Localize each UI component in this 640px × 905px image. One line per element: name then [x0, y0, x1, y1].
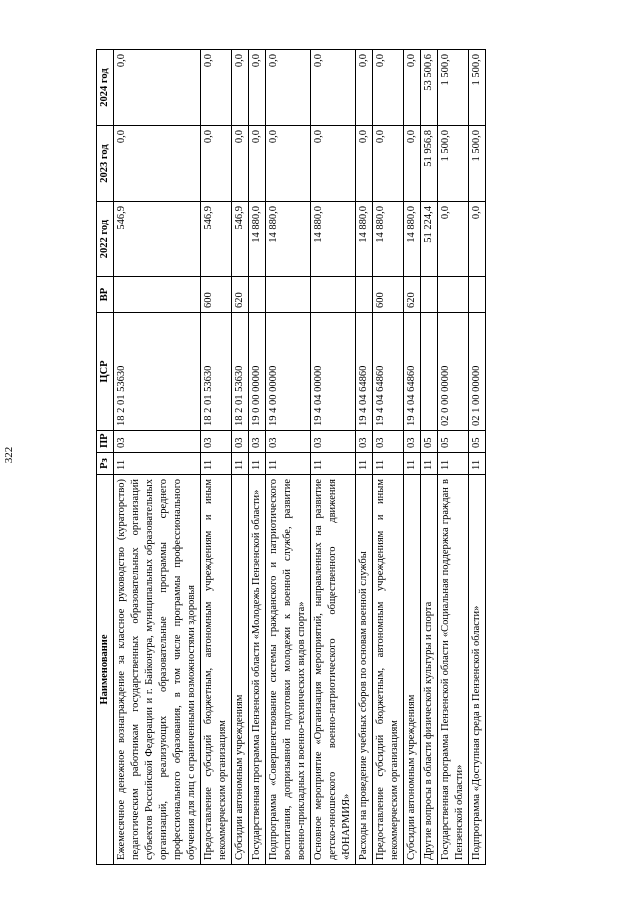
table-row	[249, 50, 266, 865]
row-2024: 0,0	[249, 50, 266, 126]
row-csr: 18 2 01 53630	[201, 313, 232, 431]
table-row	[356, 50, 373, 865]
row-name: Основное мероприятие «Организация мероприятий, направленных на развитие детско-юношеского военно-патриотического общественного движения «ЮНАРМИЯ»	[311, 475, 356, 865]
table-row	[311, 50, 356, 865]
row-rz: 11	[421, 453, 438, 475]
rotated-table-container	[96, 50, 532, 865]
row-2023: 0,0	[266, 126, 311, 202]
row-pr: 03	[373, 431, 404, 453]
table-row	[469, 50, 486, 865]
row-vr	[438, 277, 469, 313]
table-row	[201, 50, 232, 865]
row-2023: 0,0	[356, 126, 373, 202]
row-csr: 19 4 04 64860	[404, 313, 421, 431]
row-2024: 1 500,0	[438, 50, 469, 126]
row-2023: 0,0	[114, 126, 201, 202]
row-2023: 0,0	[311, 126, 356, 202]
row-2024: 0,0	[201, 50, 232, 126]
row-pr: 03	[404, 431, 421, 453]
row-2023: 1 500,0	[469, 126, 486, 202]
row-rz: 11	[266, 453, 311, 475]
header-pr: ПР	[97, 431, 114, 453]
header-name: Наименование	[97, 475, 114, 865]
row-2022: 14 880,0	[249, 202, 266, 277]
row-pr: 05	[438, 431, 469, 453]
row-2024: 0,0	[404, 50, 421, 126]
table-header-row	[97, 50, 114, 865]
header-2022: 2022 год	[97, 202, 114, 277]
row-2022: 14 880,0	[266, 202, 311, 277]
row-2024: 0,0	[232, 50, 249, 126]
row-2023: 51 956,8	[421, 126, 438, 202]
row-2022: 546,9	[232, 202, 249, 277]
row-name: Субсидии автономным учреждениям	[232, 475, 249, 865]
row-name: Субсидии автономным учреждениям	[404, 475, 421, 865]
table-row	[438, 50, 469, 865]
table-row	[266, 50, 311, 865]
row-pr: 03	[266, 431, 311, 453]
row-vr: 620	[232, 277, 249, 313]
row-csr: 18 2 01 53630	[232, 313, 249, 431]
row-rz: 11	[249, 453, 266, 475]
row-2023: 0,0	[232, 126, 249, 202]
row-2022: 14 880,0	[373, 202, 404, 277]
row-rz: 11	[373, 453, 404, 475]
row-2024: 0,0	[114, 50, 201, 126]
row-2024: 53 500,6	[421, 50, 438, 126]
row-vr	[421, 277, 438, 313]
row-rz: 11	[438, 453, 469, 475]
row-rz: 11	[114, 453, 201, 475]
row-name: Подпрограмма «Доступная среда в Пензенской области»	[469, 475, 486, 865]
row-csr: 19 4 00 00000	[266, 313, 311, 431]
row-pr: 05	[421, 431, 438, 453]
row-2023: 0,0	[404, 126, 421, 202]
row-2024: 1 500,0	[469, 50, 486, 126]
row-2022: 546,9	[114, 202, 201, 277]
header-csr: ЦСР	[97, 313, 114, 431]
row-2024: 0,0	[266, 50, 311, 126]
budget-table	[96, 49, 486, 865]
table-row	[114, 50, 201, 865]
row-vr	[114, 277, 201, 313]
row-vr: 620	[404, 277, 421, 313]
row-csr: 18 2 01 53630	[114, 313, 201, 431]
row-pr: 03	[356, 431, 373, 453]
row-2022: 51 224,4	[421, 202, 438, 277]
row-2023: 0,0	[201, 126, 232, 202]
row-2024: 0,0	[356, 50, 373, 126]
row-vr	[249, 277, 266, 313]
row-2024: 0,0	[373, 50, 404, 126]
row-name: Подпрограмма «Совершенствование системы гражданского и патриотического воспитания, допризывной подготовки молодежи к военной службе, развитие военно-прикладных и военно-технических видов спорта»	[266, 475, 311, 865]
row-rz: 11	[201, 453, 232, 475]
row-name: Предоставление субсидий бюджетным, автономным учреждениям и иным некоммерческим организациям	[373, 475, 404, 865]
row-pr: 03	[201, 431, 232, 453]
row-csr: 02 1 00 00000	[469, 313, 486, 431]
row-rz: 11	[404, 453, 421, 475]
row-csr: 19 4 04 64860	[356, 313, 373, 431]
row-2022: 14 880,0	[404, 202, 421, 277]
row-2022: 0,0	[438, 202, 469, 277]
row-csr: 19 0 00 00000	[249, 313, 266, 431]
row-name: Государственная программа Пензенской области «Молодежь Пензенской области»	[249, 475, 266, 865]
row-2023: 0,0	[373, 126, 404, 202]
row-2023: 1 500,0	[438, 126, 469, 202]
header-vr: ВР	[97, 277, 114, 313]
row-vr	[311, 277, 356, 313]
row-vr: 600	[373, 277, 404, 313]
row-2022: 14 880,0	[356, 202, 373, 277]
row-pr: 05	[469, 431, 486, 453]
row-2022: 546,9	[201, 202, 232, 277]
row-2022: 14 880,0	[311, 202, 356, 277]
header-2024: 2024 год	[97, 50, 114, 126]
row-vr	[356, 277, 373, 313]
table-row	[404, 50, 421, 865]
page-number: 322	[3, 446, 15, 464]
row-vr	[469, 277, 486, 313]
row-name: Ежемесячное денежное вознаграждение за классное руководство (кураторство) педагогическим работникам государственных образовательных организаций субъектов Российской Федерации и г. Байконура, муниципальных образовательных организаций, реализующих образовательные программы среднего профессионального образования, в том числе программы профессионального обучения для лиц с ограниченными возможностями здоровья	[114, 475, 201, 865]
table-row	[232, 50, 249, 865]
table-row	[421, 50, 438, 865]
row-rz: 11	[232, 453, 249, 475]
row-vr: 600	[201, 277, 232, 313]
row-name: Расходы на проведение учебных сборов по основам военной службы	[356, 475, 373, 865]
row-csr	[421, 313, 438, 431]
row-name: Государственная программа Пензенской области «Социальная поддержка граждан в Пензенской области»	[438, 475, 469, 865]
row-vr	[266, 277, 311, 313]
row-2023: 0,0	[249, 126, 266, 202]
row-pr: 03	[249, 431, 266, 453]
table-row	[373, 50, 404, 865]
row-name: Другие вопросы в области физической культуры и спорта	[421, 475, 438, 865]
row-csr: 19 4 04 00000	[311, 313, 356, 431]
row-2022: 0,0	[469, 202, 486, 277]
row-rz: 11	[469, 453, 486, 475]
row-csr: 19 4 04 64860	[373, 313, 404, 431]
row-pr: 03	[114, 431, 201, 453]
header-2023: 2023 год	[97, 126, 114, 202]
row-rz: 11	[356, 453, 373, 475]
row-name: Предоставление субсидий бюджетным, автономным учреждениям и иным некоммерческим организациям	[201, 475, 232, 865]
row-csr: 02 0 00 00000	[438, 313, 469, 431]
header-rz: Рз	[97, 453, 114, 475]
row-2024: 0,0	[311, 50, 356, 126]
row-pr: 03	[232, 431, 249, 453]
row-rz: 11	[311, 453, 356, 475]
row-pr: 03	[311, 431, 356, 453]
